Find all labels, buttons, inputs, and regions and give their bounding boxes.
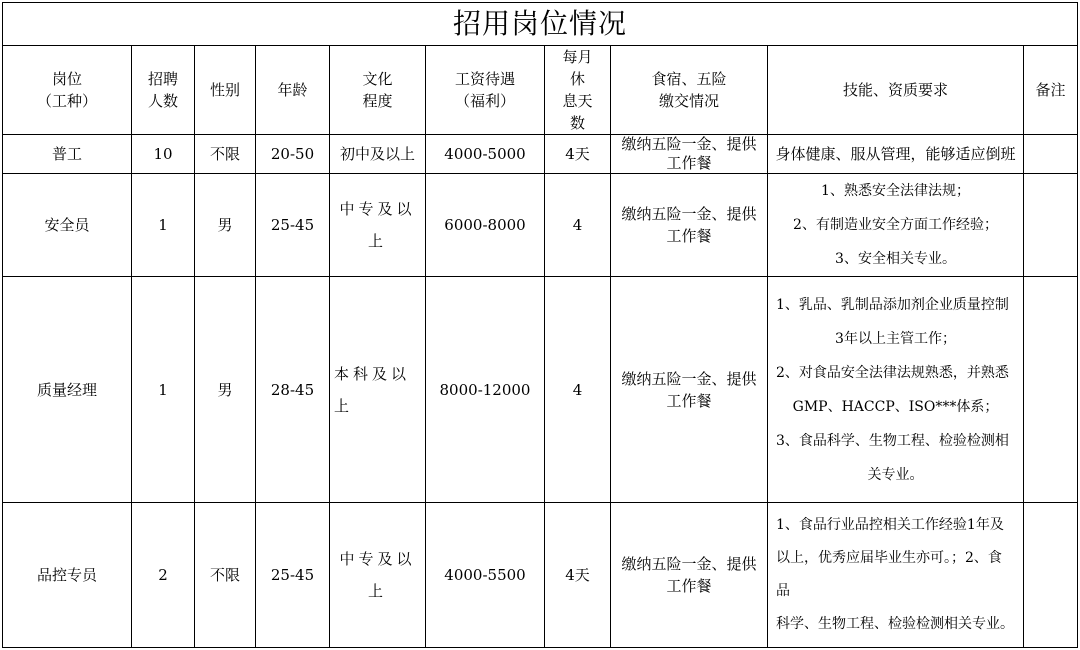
cell-position: 安全员 [3, 174, 132, 277]
cell-salary: 4000-5000 [426, 135, 545, 174]
header-rest-days: 每月 休 息天 数 [545, 46, 611, 135]
cell-remarks [1024, 503, 1078, 648]
cell-skills: 身体健康、服从管理，能够适应倒班 [768, 135, 1024, 174]
cell-count: 2 [132, 503, 195, 648]
cell-skills: 1、食品行业品控相关工作经验1年及 以上，优秀应届毕业生亦可。；2、食品 科学、生物工程、检验检测相关专业。 [768, 503, 1024, 648]
cell-salary: 8000-12000 [426, 277, 545, 503]
header-benefits: 食宿、五险 缴交情况 [611, 46, 768, 135]
cell-benefits: 缴纳五险一金、提供 工作餐 [611, 277, 768, 503]
table-row [3, 277, 1078, 503]
cell-remarks [1024, 135, 1078, 174]
cell-age: 20-50 [256, 135, 330, 174]
cell-gender: 不限 [195, 503, 256, 648]
header-position: 岗位 （工种） [3, 46, 132, 135]
cell-count: 1 [132, 174, 195, 277]
header-skills: 技能、资质要求 [768, 46, 1024, 135]
cell-education: 本科及以 上 [330, 277, 426, 503]
cell-rest-days: 4天 [545, 135, 611, 174]
cell-rest-days: 4 [545, 277, 611, 503]
table-row [3, 174, 1078, 277]
cell-position: 普工 [3, 135, 132, 174]
table-row [3, 135, 1078, 174]
header-age: 年龄 [256, 46, 330, 135]
cell-count: 10 [132, 135, 195, 174]
cell-education: 初中及以上 [330, 135, 426, 174]
cell-salary: 4000-5500 [426, 503, 545, 648]
cell-gender: 男 [195, 174, 256, 277]
cell-benefits: 缴纳五险一金、提供 工作餐 [611, 503, 768, 648]
cell-age: 28-45 [256, 277, 330, 503]
cell-education: 中专及以 上 [330, 174, 426, 277]
cell-rest-days: 4天 [545, 503, 611, 648]
job-table [2, 2, 1078, 648]
cell-skills: 1、熟悉安全法律法规； 2、有制造业安全方面工作经验； 3、安全相关专业。 [768, 174, 1024, 277]
cell-skills: 1、乳品、乳制品添加剂企业质量控制 3年以上主管工作； 2、对食品安全法律法规熟悉，并熟悉 GMP、HACCP、ISO***体系； 3、食品科学、生物工程、检验检测相 关专业。 [768, 277, 1024, 503]
cell-remarks [1024, 174, 1078, 277]
table-title: 招用岗位情况 [3, 3, 1078, 46]
cell-gender: 不限 [195, 135, 256, 174]
cell-count: 1 [132, 277, 195, 503]
cell-benefits: 缴纳五险一金、提供 工作餐 [611, 174, 768, 277]
cell-position: 品控专员 [3, 503, 132, 648]
cell-salary: 6000-8000 [426, 174, 545, 277]
cell-position: 质量经理 [3, 277, 132, 503]
cell-gender: 男 [195, 277, 256, 503]
header-gender: 性别 [195, 46, 256, 135]
header-education: 文化 程度 [330, 46, 426, 135]
cell-benefits: 缴纳五险一金、提供 工作餐 [611, 135, 768, 174]
header-salary: 工资待遇 （福利） [426, 46, 545, 135]
cell-rest-days: 4 [545, 174, 611, 277]
cell-education: 中专及以 上 [330, 503, 426, 648]
cell-age: 25-45 [256, 174, 330, 277]
table-row [3, 503, 1078, 648]
cell-age: 25-45 [256, 503, 330, 648]
header-remarks: 备注 [1024, 46, 1078, 135]
cell-remarks [1024, 277, 1078, 503]
header-count: 招聘 人数 [132, 46, 195, 135]
header-row [3, 46, 1078, 135]
